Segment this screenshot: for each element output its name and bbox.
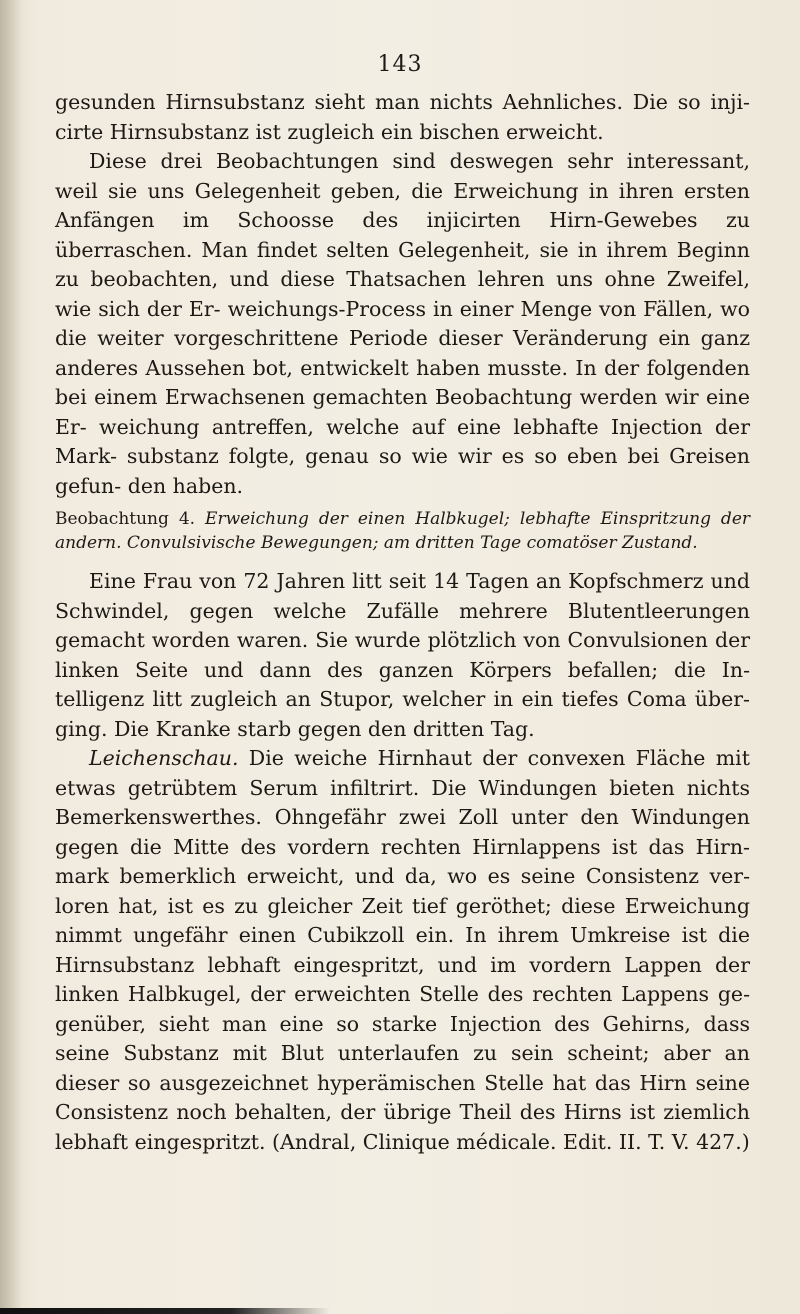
body-text <box>55 88 750 1157</box>
observation-heading <box>55 507 750 555</box>
gutter-shadow <box>0 0 22 1314</box>
paragraph-3: Eine Frau von 72 Jahren litt seit 14 Tagen an Kopfschmerz und Schwindel, gegen welche Zufälle mehrere Blutentleerungen gemacht worden waren. Sie wurde plötzlich von Convulsionen der linken Seite und dann des ganzen Körpers befallen; die In- telligenz litt zugleich an Stupor, welcher in ein tiefes Coma über- ging. Die Kranke starb gegen den dritten Tag. <box>55 569 750 741</box>
autopsy-label: Leichenschau. <box>89 746 239 770</box>
page-edge-mark <box>0 1308 330 1314</box>
autopsy-text: Die weiche Hirnhaut der convexen Fläche mit etwas getrübtem Serum infiltrirt. Die Windungen bieten nichts Bemerkenswerthes. Ohngefähr zwei Zoll unter den Windungen gegen die Mitte des vordern rechten Hirnlappens ist das Hirn- mark bemerklich erweicht, und da, wo es seine Consistenz ver- loren hat, ist es zu gleicher Zeit tief geröthet; diese Erweichung nimmt ungefähr einen Cubikzoll ein. In ihrem Umkreise ist die Hirnsubstanz lebhaft eingespritzt, und im vordern Lappen der linken Halbkugel, der erweichten Stelle des rechten Lappens ge- genüber, sieht man eine so starke Injection des Gehirns, dass seine Substanz mit Blut unterlaufen zu sein scheint; aber an dieser so ausgezeichnet hyperämischen Stelle hat das Hirn seine Consistenz noch behalten, der übrige Theil des Hirns ist ziemlich lebhaft eingespritzt. (Andral, Clinique médicale. Edit. II. T. V. 427.) <box>55 746 750 1154</box>
paragraph-4 <box>55 744 750 1157</box>
observation-label: Beobachtung 4. <box>55 509 196 529</box>
page-number: 143 <box>377 52 423 77</box>
paragraph-2: Diese drei Beobachtungen sind deswegen sehr interessant, weil sie uns Gelegenheit geben, die Erweichung in ihren ersten Anfängen im Schoosse des injicirten Hirn-Gewebes zu überraschen. Man findet selten Gelegenheit, sie in ihrem Beginn zu beobachten, und diese Thatsachen lehren uns ohne Zweifel, wie sich der Er- weichungs-Process in einer Menge von Fällen, wo die weiter vorgeschrittene Periode dieser Veränderung ein ganz anderes Aussehen bot, entwickelt haben musste. In der folgenden bei einem Erwachsenen gemachten Beobachtung werden wir eine Er- weichung antreffen, welche auf eine lebhafte Injection der Mark- substanz folgte, genau so wie wir es so eben bei Greisen gefun- den haben. <box>55 149 750 498</box>
observation-title: Erweichung der einen Halbkugel; lebhafte Einspritzung der andern. Convulsivische Bewegungen; am dritten Tage comatöser Zustand. <box>55 509 751 553</box>
paragraph-1: gesunden Hirnsubstanz sieht man nichts Aehnliches. Die so inji- cirte Hirnsubstanz ist zugleich ein bischen erweicht. <box>55 90 750 144</box>
